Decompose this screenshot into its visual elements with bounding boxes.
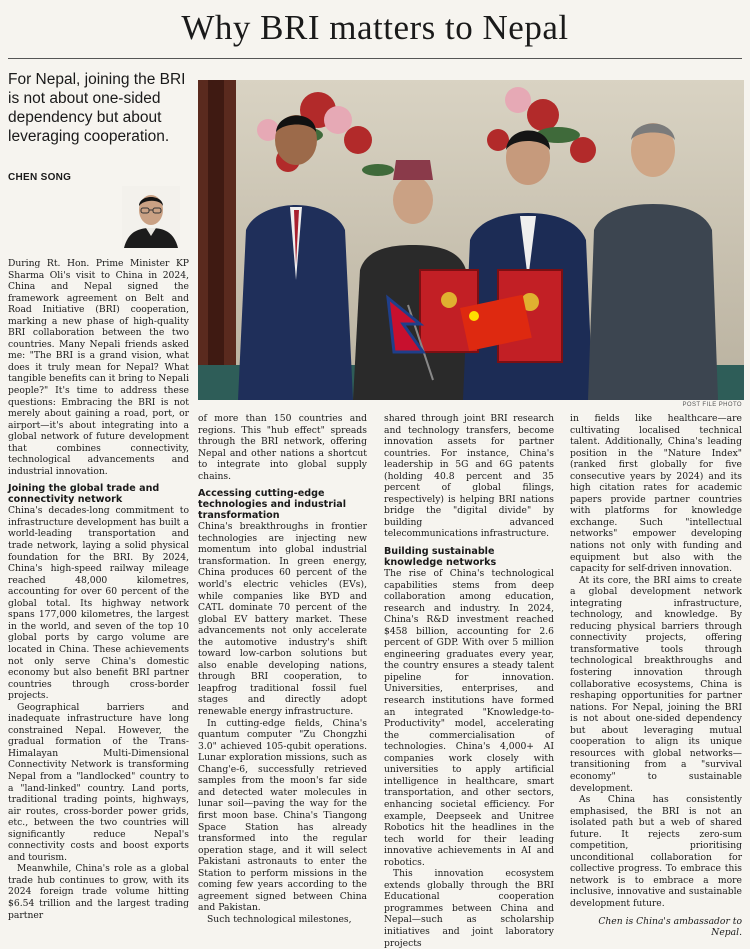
subheading: Accessing cutting-edge technologies and industrial transformation [198, 488, 347, 522]
body-paragraph: In cutting-edge fields, China's quantum computer "Zu Chongzhi 3.0" achieved 105-qubit operations. Lunar exploration missions, such as Chang'e-6, successfully retrieved samples from the moon's far side and detected water molecules in lunar soil—paving the way for the first moon base. China's Tiangong Space Station has already transformed into the regular operation stage, and it will select Pakistani astronauts to enter the Station to perform missions in the coming few years according to the agreement signed between China and Pakistan. [198, 717, 367, 914]
subheading: Building sustainable knowledge networks [384, 546, 497, 569]
headline-rule [8, 58, 742, 59]
body-paragraph: Meanwhile, China's role as a global trade hub continues to grow, with its 2024 foreign trade volume hitting $6.54 trillion and the largest trading partner [8, 863, 189, 921]
body-paragraph: At its core, the BRI aims to create a global development network integrating infrastructure, technology, and knowledge. By reducing physical barriers through connectivity projects, offering transformative tools through technological breakthroughs and fostering innovation through collaborative ecosystems, China is reshaping opportunities for partner nations. For Nepal, joining the BRI is not about one-sided dependency but about leveraging mutual cooperation to align its unique resources with global networks—transitioning from a "survival economy" to sustainable development. [570, 574, 742, 794]
article-column-1 [8, 258, 190, 921]
article-column-2 [198, 413, 367, 925]
body-paragraph: Such technological milestones, [207, 913, 352, 925]
body-paragraph: Geographical barriers and inadequate infrastructure have long constrained Nepal. However, the gradual formation of the Trans-Himalayan Multi-Dimensional Connectivity Network is transforming Nepal from a "landlocked" country to a "land-linked" country. Land ports, traditional trading points, highways, air routes, cross-border power grids, etc., between the two countries will significantly reduce Nepal's connectivity costs and boost exports and tourism. [8, 701, 189, 863]
article-column-4 [570, 413, 742, 939]
photo-credit: POST FILE PHOTO [682, 402, 742, 408]
ceremony-photo [198, 80, 744, 400]
headline: Why BRI matters to Nepal [181, 8, 569, 47]
body-paragraph: This innovation ecosystem extends globally through the BRI Educational cooperation programmes between China and Nepal—such as scholarship initiatives and joint laboratory projects [384, 868, 554, 949]
body-paragraph: China's decades-long commitment to infrastructure development has built a world-leading transportation and trade network, laying a solid physical foundation for the BRI. By 2024, China's high-speed railway mileage reached 48,000 kilometres, accounting for over 60 percent of the global total. Its highway network spans 177,000 kilometres, the largest in the world, and seven of the top 10 global ports by cargo volume are located in China. These achievements not only serve China's domestic economy but also benefit BRI partner countries through cross-border projects. [8, 505, 189, 702]
body-paragraph: During Rt. Hon. Prime Minister KP Sharma Oli's visit to China in 2024, China and Nepal signed the framework agreement on Belt and Road Initiative (BRI) cooperation, marking a new phase of high-quality BRI collaboration between the two countries. Many Nepali friends asked me: "The BRI is a grand vision, what does it truly mean for Nepal? What tangible benefits can it bring to Nepali people?" It's time to address these questions: Embracing the BRI is not merely about gaining a road, port, or airport—it's about integrating into a global network of future development that combines connectivity, technological advancements and industrial innovation. [8, 258, 190, 477]
body-paragraph: The rise of China's technological capabilities stems from deep collaboration among education, research and industry. In 2024, China's R&D investment reached $458 billion, accounting for 2.6 percent of GDP. With over 5 million engineering graduates every year, the country ensures a steady talent pipeline for innovation. Universities, enterprises, and research institutions have formed an integrated "Knowledge-to-Productivity" model, accelerating the commercialisation of technologies. China's 4,000+ AI companies work closely with universities to apply artificial intelligence in healthcare, smart transportation, and other sectors, enhancing societal efficiency. For example, Deepseek and Unitree Robotics hit the headlines in the tech world for their leading innovative achievements in AI and robotics. [384, 568, 554, 868]
subheading: Joining the global trade and connectivity network [8, 483, 160, 506]
body-paragraph: As China has consistently emphasised, the BRI is not an isolated path but a web of shared future. It rejects zero-sum competition, prioritising unconditional collaboration for collective progress. To embrace this network is to embrace a more inclusive, innovative and sustainable development future. [570, 794, 742, 909]
body-paragraph: China's breakthroughs in frontier technologies are injecting new momentum into global industrial transformation. In green energy, China produces 60 percent of the world's electric vehicles (EVs), while companies like BYD and CATL dominate 70 percent of the global EV battery market. These advancements not only accelerate the automotive industry's shift toward low-carbon solutions but also enable developing nations, through BRI cooperation, to leapfrog traditional fossil fuel stages and directly adopt renewable energy infrastructure. [198, 521, 367, 718]
article-column-3 [384, 413, 554, 949]
body-paragraph: in fields like healthcare—are cultivating localised technical talent. Additionally, China's leading position in the "Nature Index" (ranked first globally for five consecutive years by 2024) and its high citation rates for academic papers provide partner countries with platforms for knowledge exchange. Such "intellectual networks" empower developing nations not only with funding and equipment but also with the capacity for self-driven innovation. [570, 413, 742, 575]
standfirst: For Nepal, joining the BRI is not about one-sided dependency but about leveraging cooperation. [8, 71, 186, 145]
body-paragraph: of more than 150 countries and regions. This "hub effect" spreads through the BRI network, offering Nepal and other nations a shortcut to integrate into global supply chains. [198, 413, 367, 482]
body-paragraph: shared through joint BRI research and technology transfers, become innovation assets for partner countries. For instance, China's leadership in 5G and 6G patents (holding 40.8 percent and 35 percent of global filings, respectively) is helping BRI nations bridge the "digital divide" by building advanced telecommunications infrastructure. [384, 413, 554, 540]
author-signoff: Chen is China's ambassador to Nepal. [598, 915, 742, 939]
author-photo [122, 186, 180, 248]
byline: CHEN SONG [8, 172, 72, 183]
